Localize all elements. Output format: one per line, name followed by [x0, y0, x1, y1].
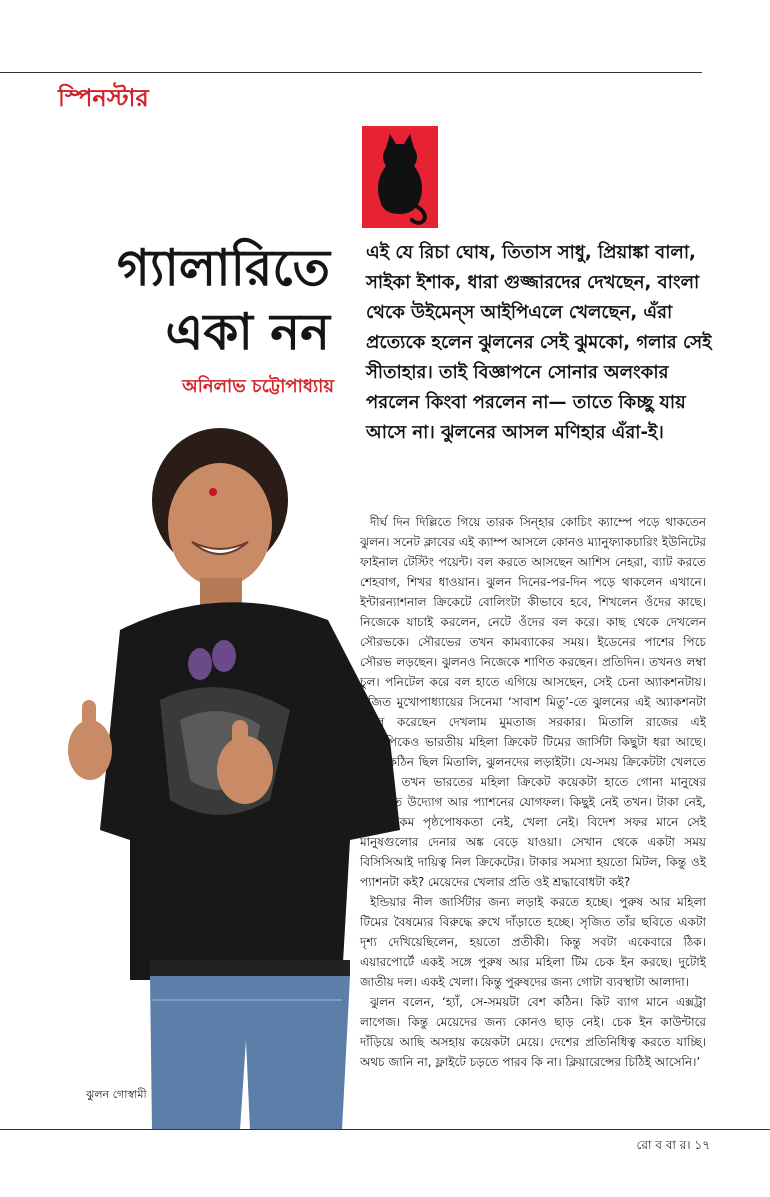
section-label: স্পিনস্টার: [58, 84, 149, 112]
body-paragraph: ঝুলন বলেন, ‘হ্যাঁ, সে-সময়টা বেশ কঠিন। কিট ব্যাগ মানে এক্সট্রা লাগেজ। কিন্তু মেয়েদের জন্য কোনও ছাড় নেই। চেক ইন কাউন্টারে দাঁড়িয়ে আছি অসহায় কয়েকটা মেয়ে। দেশের প্রতিনিধিত্ব করতে যাচ্ছি। অথচ জানি না, ফ্লাইটে চড়তে পারব কি না। ক্লিয়ারেন্সের চিঠিই আসেনি।’: [360, 995, 706, 1069]
headline-line-1: গ্যালারিতে: [117, 239, 330, 297]
body-text: [360, 512, 706, 1072]
page-footer: রো ব বা র। ১৭: [636, 1138, 710, 1152]
byline: অনিলাভ চট্টোপাধ্যায়: [182, 376, 334, 397]
photo-caption: ঝুলন গোস্বামী: [86, 1088, 147, 1101]
body-paragraph: দীর্ঘ দিন দিল্লিতে গিয়ে তারক সিন্‌হার কোচিং ক্যাম্পে পড়ে থাকতেন ঝুলন। সনেট ক্লাবের এই ক্যাম্প আসলে কোনও ম্যানুফ্যাকচারিং ইউনিটের ফাইনাল টেস্টিং পয়েন্ট। বল করতে আসছেন আশিস নেহরা, ব্যাট করতে শেহবাগ, শিখর ধাওয়ান। ঝুলন দিনের-পর-দিন পড়ে থাকলেন এখানে। ইন্টারন্যাশনাল ক্রিকেটে বোলিংটা কীভাবে হবে, শিখলেন ওঁদের কাছে। নিজেকে যাচাই করলেন, নেটে ওঁদের বল করে। কাছ থেকে দেখলেন সৌরভকে। সৌরভের তখন কামব্যাকের সময়। ইডেনের পাশের পিচে সৌরভ লড়ছেন। ঝুলনও নিজেকে শাণিত করছেন। প্রতিদিন। তখনও লম্বা চুল। পনিটেল করে বল হাতে এগিয়ে আসছেন, সেই চেনা অ্যাকশনটায়। সৃজিত মুখোপাধ্যায়ের সিনেমা ‘সাবাশ মিতু’-তে ঝুলনের এই অ্যাকশনটা নকল করেছেন দেখলাম মুমতাজ সরকার। মিতালি রাজের এই বায়োপিকেও ভারতীয় মহিলা ক্রিকেট টিমের জার্সিটা কিছুটা ধরা আছে। সত্যি কঠিন ছিল মিতালি, ঝুলনদের লড়াইটা। যে-সময় ক্রিকেটটা খেলতে এলেন, তখন ভারতের মহিলা ক্রিকেট কয়েকটা হাতে গোনা মানুষের ব্যক্তিগত উদ্যোগ আর প্যাশনের যোগফল। কিছুই নেই তখন। টাকা নেই, কোনওরকম পৃষ্ঠপোষকতা নেই, খেলা নেই। বিদেশ সফর মানে সেই মানুষগুলোর দেনার অঙ্ক বেড়ে যাওয়া। সেখান থেকে একটা সময় বিসিসিআই দায়িত্ব নিল ক্রিকেটের। টাকার সমস্যা হয়তো মিটল, কিন্তু ওই প্যাশনটা কই? মেয়েদের খেলার প্রতি ওই শ্রদ্ধাবোধটা কই?: [360, 515, 706, 889]
body-paragraph: ইন্ডিয়ার নীল জার্সিটার জন্য লড়াই করতে হচ্ছে। পুরুষ আর মহিলা টিমের বৈষম্যের বিরুদ্ধে রুখে দাঁড়াতে হচ্ছে। সৃজিত তাঁর ছবিতে একটা দৃশ্য দেখিয়েছিলেন, হয়তো প্রতীকী। কিন্তু সবটা একেবারে ঠিক। এয়ারপোর্টে একই সঙ্গে পুরুষ আর মহিলা টিম চেক ইন করছে। দুটোই জাতীয় দল। একই খেলা। কিন্তু পুরুষদের জন্য গোটা ব্যবস্থাটা আলাদা।: [360, 895, 706, 989]
headline-line-2: একা নন: [165, 303, 330, 361]
cat-icon: [362, 126, 438, 228]
cat-emblem: [362, 126, 438, 228]
headline: [117, 236, 330, 364]
intro-paragraph: এই যে রিচা ঘোষ, তিতাস সাধু, প্রিয়াঙ্কা বালা, সাইকা ইশাক, ধারা গুজ্জারদের দেখছেন, বাংলা থেকে উইমেন্‌স আইপিএলে খেলছেন, এঁরা প্রত্যেকে হলেন ঝুলনের সেই ঝুমকো, গলার সেই সীতাহার। তাই বিজ্ঞাপনে সোনার অলংকার পরলেন কিংবা পরলেন না— তাতে কিচ্ছু যায় আসে না। ঝুলনের আসল মণিহার এঁরা-ই।: [366, 242, 712, 443]
top-divider: [0, 72, 702, 73]
bottom-divider: [0, 1129, 770, 1130]
